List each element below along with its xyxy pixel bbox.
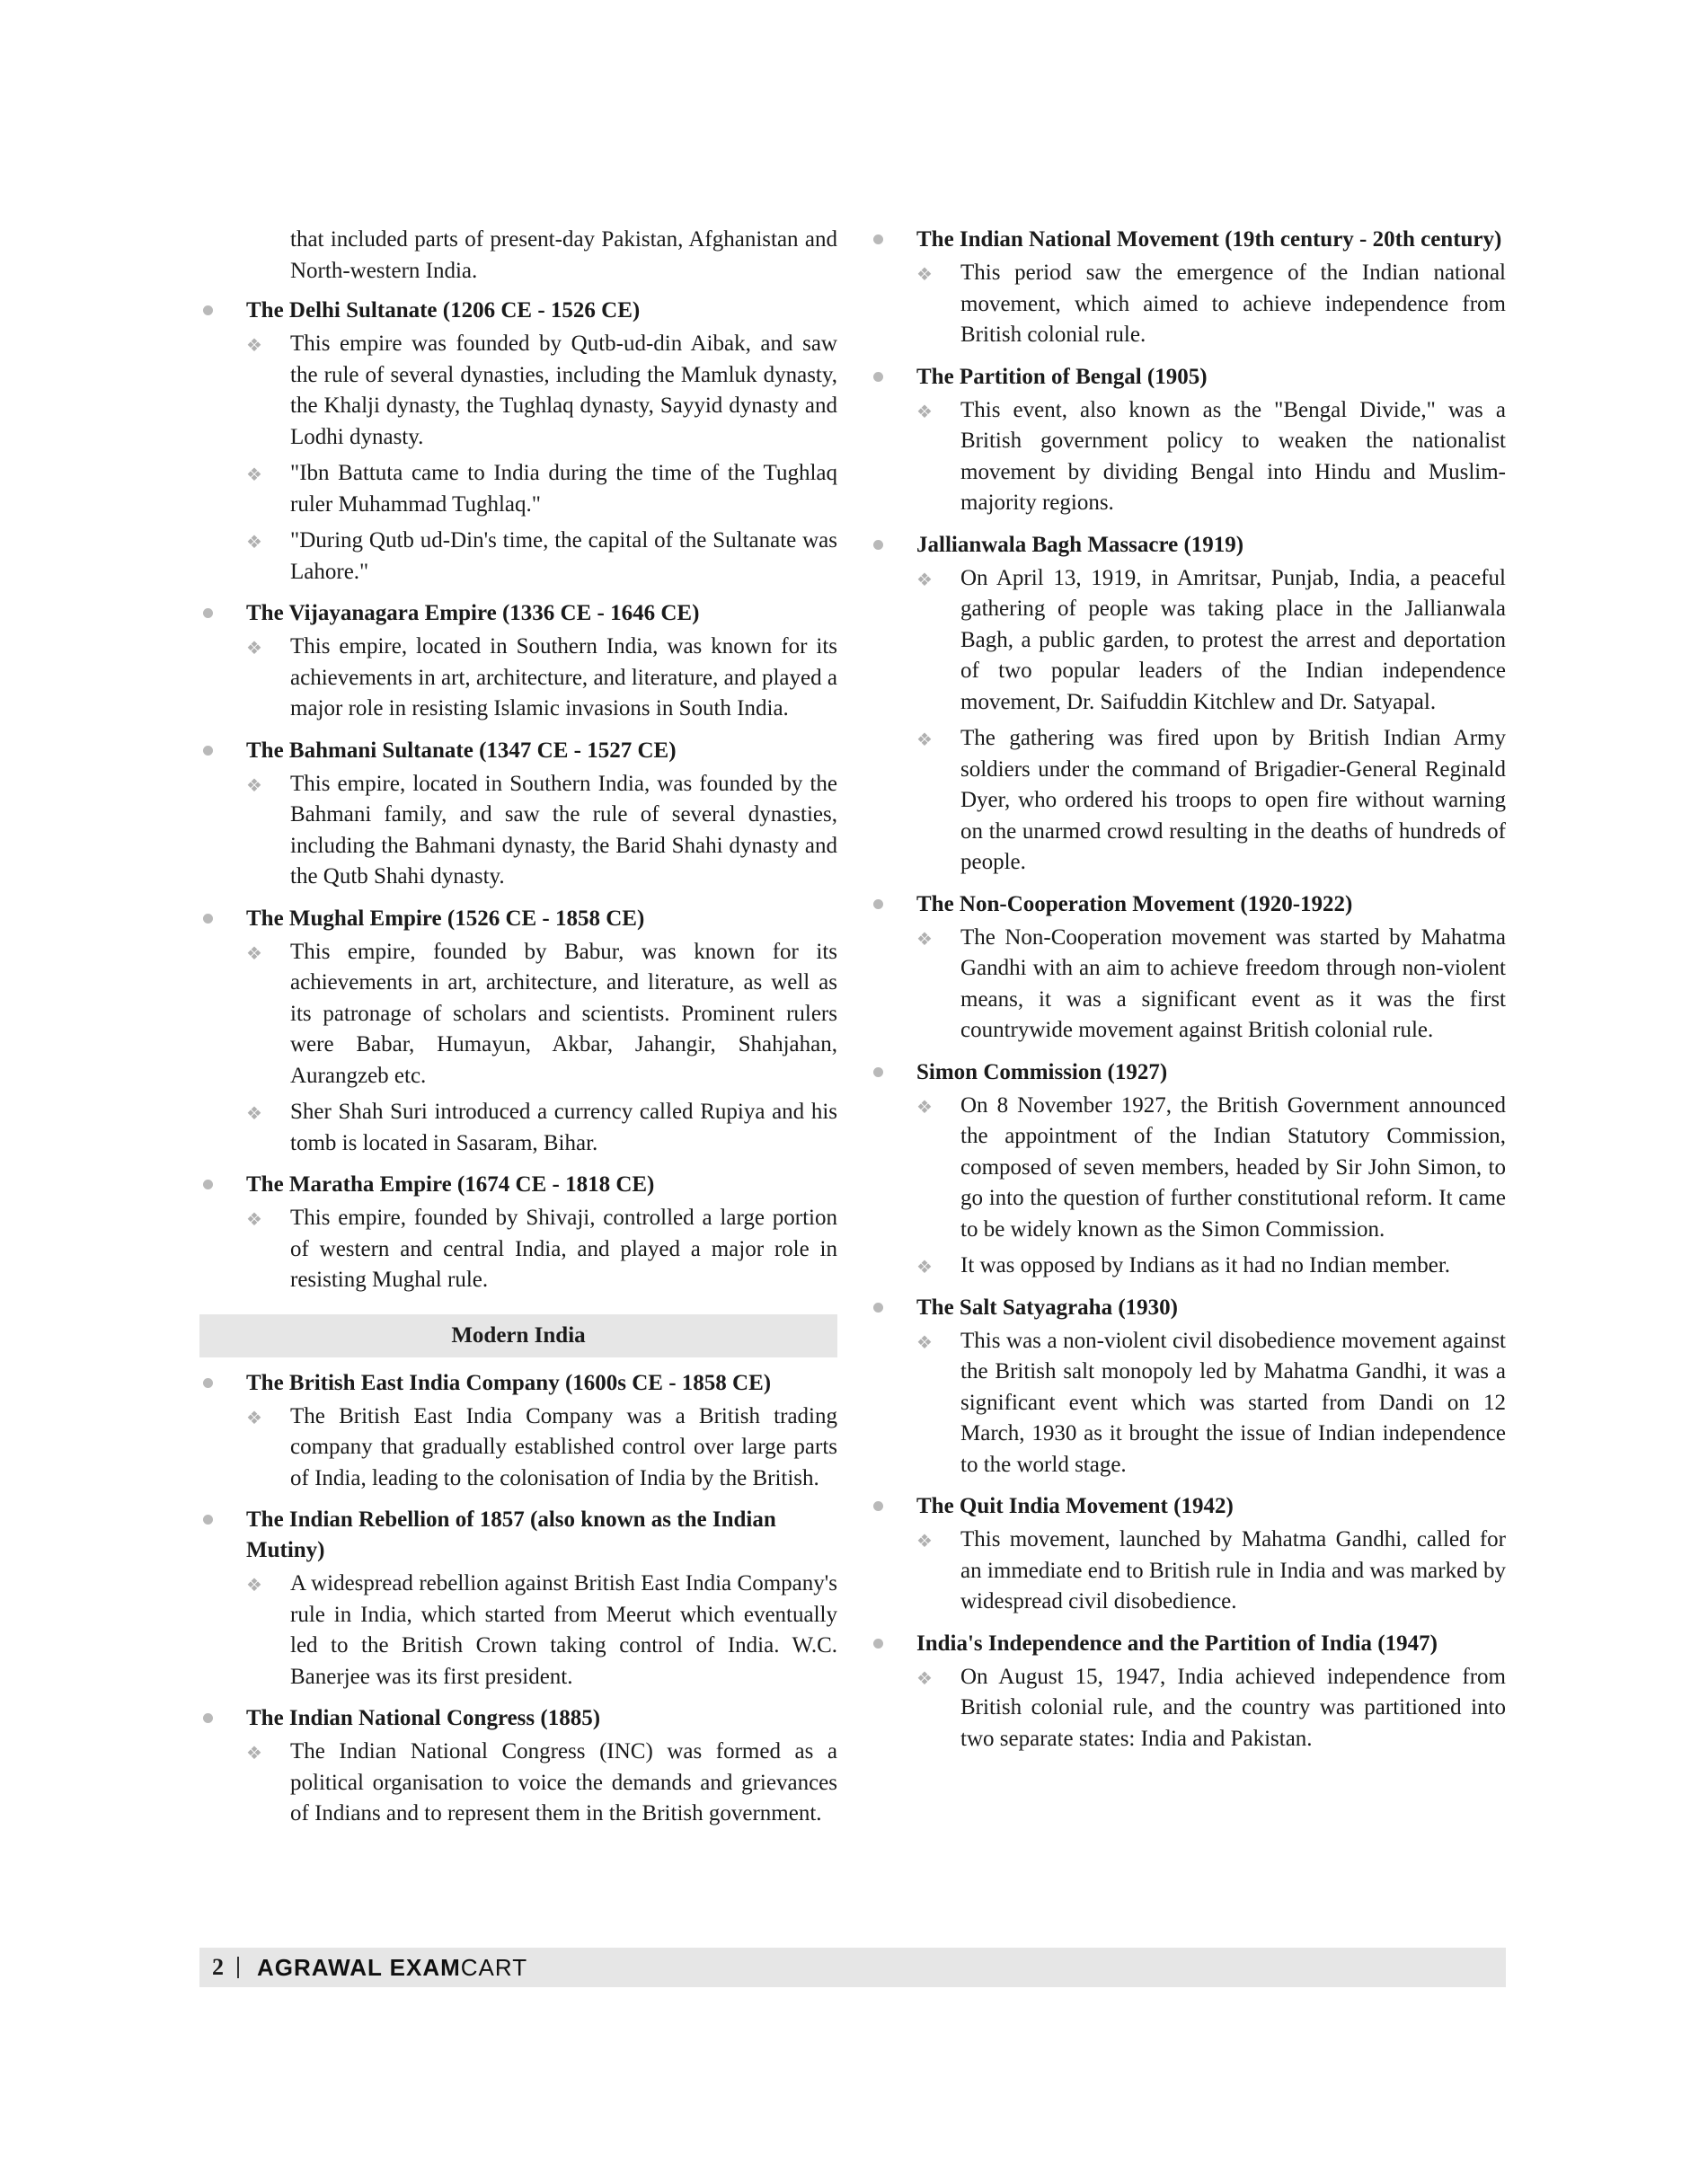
- topic-block: [199, 598, 837, 725]
- topic-block: [870, 530, 1506, 879]
- point-item: [870, 1091, 1506, 1246]
- topic-block: [870, 1491, 1506, 1618]
- topic-heading: [870, 1491, 1506, 1522]
- topic-points: [870, 258, 1506, 351]
- point-item: [199, 225, 837, 287]
- topic-heading-text: The Delhi Sultanate (1206 CE - 1526 CE): [246, 298, 641, 323]
- right-topics: [870, 225, 1506, 1755]
- four-diamond-icon: ❖: [246, 941, 262, 964]
- topic-points: [870, 1091, 1506, 1282]
- footer-divider: [237, 1957, 239, 1978]
- four-diamond-icon: ❖: [246, 1574, 262, 1596]
- point-text: On 8 November 1927, the British Government announced the appointment of the Indian Statutory Commission, composed of seven members, headed by Sir John Simon, to go into the question of further constitutional reform. It came to be widely known as the Simon Commission.: [960, 1092, 1506, 1242]
- topic-heading-text: The Indian National Movement (19th century - 20th century): [916, 227, 1502, 252]
- topic-block: [870, 889, 1506, 1047]
- four-diamond-icon: ❖: [916, 1530, 933, 1551]
- topic-heading-text: Simon Commission (1927): [916, 1059, 1168, 1084]
- topic-heading: [199, 1368, 837, 1399]
- filled-circle-icon: [203, 1515, 213, 1525]
- four-diamond-icon: ❖: [916, 1095, 933, 1118]
- four-diamond-icon: ❖: [246, 1102, 262, 1124]
- point-item: [870, 258, 1506, 351]
- topic-heading: [199, 1505, 837, 1566]
- point-text: Sher Shah Suri introduced a currency called Rupiya and his tomb is located in Sasaram, Bihar.: [290, 1100, 837, 1155]
- topic-heading: [870, 362, 1506, 393]
- lead-points: [199, 225, 837, 287]
- topic-heading-text: The Quit India Movement (1942): [916, 1494, 1234, 1518]
- topic-points: [870, 395, 1506, 519]
- four-diamond-icon: ❖: [246, 1406, 262, 1428]
- topic-heading: [199, 736, 837, 766]
- point-text: On April 13, 1919, in Amritsar, Punjab, India, a peaceful gathering of people was taking place in the Jallianwala Bagh, a public garden, to protest the arrest and deportation of two popular leaders of the Indian independence movement, Dr. Saifuddin Kitchlew and Dr. Satyapal.: [960, 565, 1506, 714]
- topic-heading-text: The Vijayanagara Empire (1336 CE - 1646 CE): [246, 601, 700, 625]
- topic-heading-text: The Indian National Congress (1885): [246, 1706, 601, 1730]
- point-item: [199, 769, 837, 893]
- topic-block: [870, 1629, 1506, 1755]
- point-item: [870, 1525, 1506, 1618]
- filled-circle-icon: [203, 746, 213, 756]
- point-text: This event, also known as the "Bengal Divide," was a British government policy to weaken the nationalist movement by dividing Bengal into Hindu and Muslim-majority regions.: [960, 397, 1506, 515]
- topic-points: [199, 1203, 837, 1296]
- point-item: [199, 1097, 837, 1159]
- topic-block: [870, 1057, 1506, 1282]
- topic-points: [870, 923, 1506, 1047]
- point-text: This empire was founded by Qutb-ud-din Aibak, and saw the rule of several dynasties, including the Mamluk dynasty, the Khalji dynasty, the Tughlaq dynasty, Sayyid dynasty and Lodhi dynasty.: [290, 332, 837, 449]
- filled-circle-icon: [203, 305, 213, 315]
- point-item: [870, 395, 1506, 519]
- topic-block: [870, 1293, 1506, 1481]
- four-diamond-icon: ❖: [246, 774, 262, 796]
- four-diamond-icon: ❖: [916, 927, 933, 950]
- topic-points: [199, 937, 837, 1160]
- topic-points: [870, 1326, 1506, 1481]
- four-diamond-icon: ❖: [916, 400, 933, 422]
- point-item: [199, 1569, 837, 1693]
- point-text: On August 15, 1947, India achieved independence from British colonial rule, and the country was partitioned into two separate states: India and Pakistan.: [960, 1664, 1506, 1751]
- point-text: This was a non-violent civil disobedience movement against the British salt monopoly led by Mahatma Gandhi, it was a significant event which was started from Dandi on 12 March, 1930 as it brought the issue of Indian independence to the world stage.: [960, 1328, 1506, 1477]
- four-diamond-icon: ❖: [246, 1208, 262, 1230]
- point-text: A widespread rebellion against British East India Company's rule in India, which started from Meerut which eventually led to the British Crown taking control of India. W.C. Banerjee was its first president.: [290, 1571, 837, 1689]
- filled-circle-icon: [873, 1303, 883, 1313]
- filled-circle-icon: [873, 1501, 883, 1511]
- right-column: [870, 225, 1506, 1765]
- four-diamond-icon: ❖: [916, 1256, 933, 1277]
- filled-circle-icon: [873, 1639, 883, 1649]
- four-diamond-icon: ❖: [246, 531, 262, 553]
- topic-block: [199, 1505, 837, 1693]
- filled-circle-icon: [203, 608, 213, 618]
- point-item: [870, 723, 1506, 879]
- topic-heading-text: India's Independence and the Partition of India (1947): [916, 1631, 1438, 1656]
- topic-heading: [870, 1293, 1506, 1323]
- topic-heading-text: The Salt Satyagraha (1930): [916, 1295, 1178, 1320]
- point-text: "During Qutb ud-Din's time, the capital of the Sultanate was Lahore.": [290, 528, 837, 584]
- section-title-modern-india: Modern India: [199, 1314, 837, 1357]
- topic-heading-text: The Indian Rebellion of 1857 (also known as the Indian Mutiny): [246, 1507, 776, 1562]
- point-item: [199, 1401, 837, 1495]
- page-number: 2: [212, 1954, 224, 1980]
- filled-circle-icon: [203, 1378, 213, 1388]
- filled-circle-icon: [203, 1180, 213, 1189]
- point-item: [199, 937, 837, 1092]
- point-text: This movement, launched by Mahatma Gandhi, called for an immediate end to British rule in India and was marked by widespread civil disobedience.: [960, 1527, 1506, 1613]
- filled-circle-icon: [203, 914, 213, 924]
- topic-points: [199, 329, 837, 588]
- point-item: [199, 526, 837, 588]
- point-text: The British East India Company was a British trading company that gradually established control over large parts of India, leading to the colonisation of India by the British.: [290, 1403, 837, 1490]
- point-item: [870, 1326, 1506, 1481]
- point-item: [199, 632, 837, 725]
- topic-block: [199, 1368, 837, 1495]
- point-text: This empire, located in Southern India, was founded by the Bahmani family, and saw the rule of several dynasties, including the Bahmani dynasty, the Barid Shahi dynasty and the Qutb Shahi dynasty.: [290, 771, 837, 888]
- topic-points: [199, 632, 837, 725]
- topic-points: [870, 563, 1506, 879]
- point-text: This empire, located in Southern India, was known for its achievements in art, architecture, and literature, and played a major role in resisting Islamic invasions in South India.: [290, 634, 837, 720]
- topic-points: [870, 1662, 1506, 1755]
- point-text: The gathering was fired upon by British Indian Army soldiers under the command of Brigadier-General Reginald Dyer, who ordered his troops to open fire without warning on the unarmed crowd resulting in the deaths of hundreds of people.: [960, 726, 1506, 874]
- filled-circle-icon: [873, 540, 883, 550]
- four-diamond-icon: ❖: [916, 1666, 933, 1689]
- filled-circle-icon: [203, 1713, 213, 1723]
- topic-points: [870, 1525, 1506, 1618]
- topic-block: [870, 225, 1506, 351]
- topic-heading-text: Jallianwala Bagh Massacre (1919): [916, 532, 1244, 557]
- filled-circle-icon: [873, 899, 883, 909]
- four-diamond-icon: ❖: [916, 263, 933, 285]
- four-diamond-icon: ❖: [246, 334, 262, 356]
- topic-heading-text: The British East India Company (1600s CE - 1858 CE): [246, 1370, 772, 1395]
- topic-block: [199, 296, 837, 588]
- topic-block: [199, 904, 837, 1160]
- modern-topics: [199, 1368, 837, 1830]
- filled-circle-icon: [873, 372, 883, 382]
- topic-heading-text: The Bahmani Sultanate (1347 CE - 1527 CE): [246, 738, 677, 763]
- topic-points: [199, 769, 837, 893]
- brand-logo: [257, 1952, 527, 1983]
- point-text: that included parts of present-day Pakistan, Afghanistan and North-western India.: [290, 227, 837, 283]
- topic-heading: [199, 598, 837, 629]
- topic-points: [199, 1401, 837, 1495]
- four-diamond-icon: ❖: [916, 729, 933, 750]
- filled-circle-icon: [873, 234, 883, 244]
- point-text: The Non-Cooperation movement was started by Mahatma Gandhi with an aim to achieve freedom through non-violent means, it was a significant event as it was the first countrywide movement against British colonial rule.: [960, 924, 1506, 1042]
- point-item: [870, 1662, 1506, 1755]
- four-diamond-icon: ❖: [246, 637, 262, 659]
- four-diamond-icon: ❖: [916, 568, 933, 590]
- filled-circle-icon: [873, 1067, 883, 1077]
- topic-heading-text: The Non-Cooperation Movement (1920-1922): [916, 891, 1353, 916]
- point-text: This empire, founded by Babur, was known for its achievements in art, architecture, and literature, as well as its patronage of scholars and scientists. Prominent rulers were Babar, Humayun, Akbar, Jahangir, Shahjahan, Aurangzeb etc.: [290, 939, 837, 1088]
- left-column: [199, 225, 837, 1841]
- brand-part-agrawal: AGRAWAL: [257, 1954, 390, 1981]
- topic-heading: [870, 1057, 1506, 1088]
- page-footer: [199, 1948, 1506, 1987]
- point-text: "Ibn Battuta came to India during the time of the Tughlaq ruler Muhammad Tughlaq.": [290, 461, 837, 517]
- four-diamond-icon: ❖: [246, 1742, 262, 1764]
- topic-block: [199, 1170, 837, 1296]
- topic-block: [199, 736, 837, 893]
- brand-part-exam: EXAM: [389, 1954, 461, 1981]
- topic-heading: [870, 225, 1506, 255]
- point-item: [199, 329, 837, 453]
- four-diamond-icon: ❖: [246, 464, 262, 485]
- topic-points: [199, 1737, 837, 1830]
- topic-heading: [199, 1703, 837, 1734]
- four-diamond-icon: ❖: [916, 1330, 933, 1353]
- topic-heading: [199, 1170, 837, 1200]
- topic-heading: [199, 904, 837, 934]
- topic-block: [199, 1703, 837, 1830]
- point-text: The Indian National Congress (INC) was formed as a political organisation to voice the demands and grievances of Indians and to represent them in the British government.: [290, 1739, 837, 1825]
- topic-heading: [870, 1629, 1506, 1659]
- point-text: This empire, founded by Shivaji, controlled a large portion of western and central India, and played a major role in resisting Mughal rule.: [290, 1206, 837, 1292]
- topic-heading-text: The Maratha Empire (1674 CE - 1818 CE): [246, 1172, 655, 1197]
- topic-points: [199, 1569, 837, 1693]
- point-item: [199, 1203, 837, 1296]
- point-text: This period saw the emergence of the Indian national movement, which aimed to achieve independence from British colonial rule.: [960, 261, 1506, 347]
- point-item: [870, 1251, 1506, 1282]
- topic-heading-text: The Mughal Empire (1526 CE - 1858 CE): [246, 906, 645, 931]
- point-item: [199, 458, 837, 520]
- topic-heading: [199, 296, 837, 326]
- topic-heading: [870, 889, 1506, 920]
- point-item: [870, 923, 1506, 1047]
- point-item: [870, 563, 1506, 719]
- point-text: It was opposed by Indians as it had no Indian member.: [960, 1253, 1451, 1277]
- ancient-topics: [199, 296, 837, 1296]
- point-item: [199, 1737, 837, 1830]
- topic-block: [870, 362, 1506, 519]
- topic-heading: [870, 530, 1506, 561]
- brand-part-cart: CART: [460, 1954, 528, 1981]
- topic-heading-text: The Partition of Bengal (1905): [916, 364, 1208, 389]
